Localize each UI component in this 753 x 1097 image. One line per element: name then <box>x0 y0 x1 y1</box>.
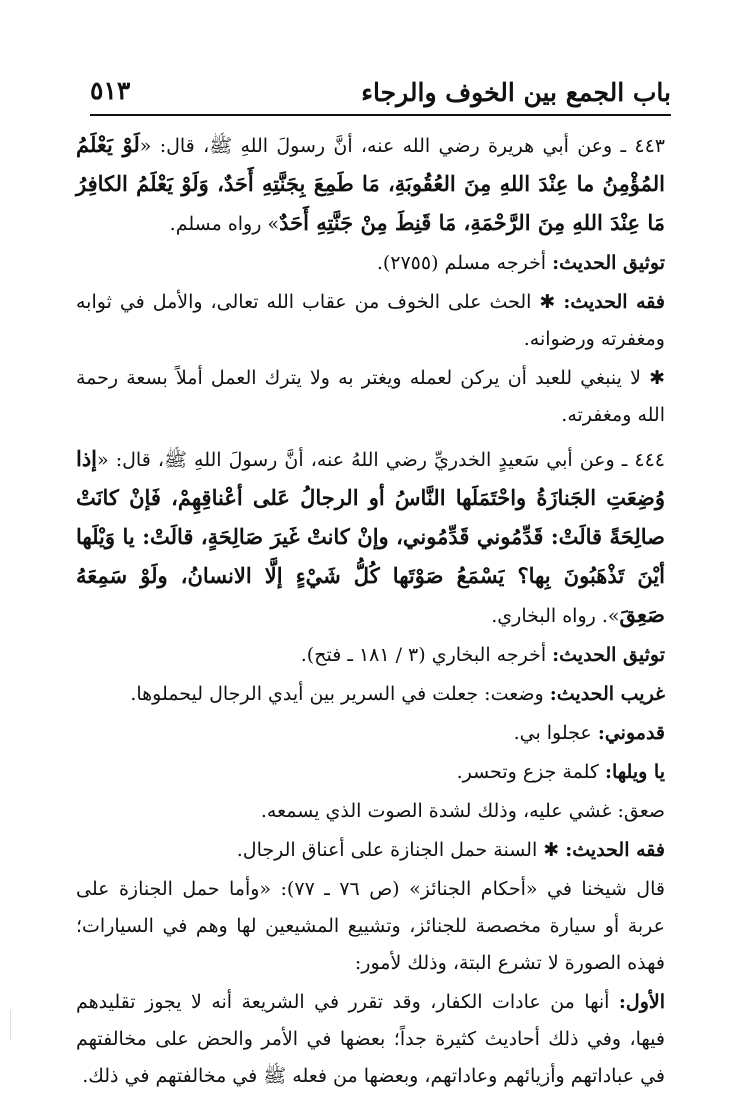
hadith-444-intro: ٤٤٤ ـ وعن أبي سَعيدٍ الخدريِّ رضي اللهُ عنه، أنَّ رسولَ اللهِ ﷺ، قال: « <box>97 449 665 471</box>
tawthiq-label: توثيق الحديث: <box>552 644 665 666</box>
commentary-quote: قال شيخنا في «أحكام الجنائز» (ص ٧٦ ـ ٧٧): «وأما حمل الجنازة على عربة أو سيارة مخصصة للجنائز، وتشييع المشيعين لها وهم في السيارات؛ فهذه الصورة لا تشرع البتة، وذلك لأمور: <box>76 878 665 974</box>
fiqh-label: فقه الحديث: <box>563 291 666 313</box>
hadith-443-text: لَوْ يَعْلَمُ المُؤْمِنُ ما عِنْدَ اللهِ مِنَ العُقُوبَةِ، مَا طَمِعَ بِجَنَّتِهِ أَحَدٌ، وَلَوْ يَعْلَمُ الكافِرُ مَا عِنْدَ اللهِ مِنَ الرَّحْمَةِ، مَا قَنِطَ مِنْ جَنَّتِهِ أَحَدٌ <box>76 132 665 235</box>
hadith-443 <box>76 126 693 243</box>
hadith-443-fiqh <box>76 284 693 358</box>
fiqh-text: ✱ السنة حمل الجنازة على أعناق الرجال. <box>236 839 566 861</box>
definition-term: يا ويلها: <box>604 761 665 783</box>
definition-waylaha <box>76 754 693 791</box>
definition-saiq: صعق: غشي عليه، وذلك لشدة الصوت الذي يسمعه. <box>260 800 665 822</box>
gharib-label: غريب الحديث: <box>549 683 665 705</box>
hadith-444 <box>76 440 693 635</box>
page-number: ٥١٣ <box>90 76 131 105</box>
hadith-443-fiqh-2: ✱ لا ينبغي للعبد أن يركن لعمله ويغتر به ولا يترك العمل أملاً بسعة رحمة الله ومغفرته. <box>76 367 665 426</box>
chapter-title: باب الجمع بين الخوف والرجاء <box>361 78 671 107</box>
gharib-text: وضعت: جعلت في السرير بين أيدي الرجال ليحملوها. <box>130 683 550 705</box>
definition-text: كلمة جزع وتحسر. <box>456 761 605 783</box>
definition-text: عجلوا بي. <box>513 722 598 744</box>
tawthiq-text: أخرجه البخاري (٣ / ١٨١ ـ فتح). <box>300 644 553 666</box>
hadith-443-outro: » رواه مسلم. <box>169 213 280 235</box>
hadith-444-tawthiq <box>76 637 693 674</box>
page-content <box>76 126 693 1097</box>
tawthiq-label: توثيق الحديث: <box>552 252 665 274</box>
hadith-443-tawthiq <box>76 245 693 282</box>
commentary-first-reason <box>76 984 693 1095</box>
first-reason-text: أنها من عادات الكفار، وقد تقرر في الشريعة أنه لا يجوز تقليدهم فيها، وفي ذلك أحاديث كثيرة جداً؛ بعضها في الأمر والحض على مخالفتهم في عباداتهم وأزيائهم وعاداتهم، وبعضها من فعله ﷺ في مخالفتهم في ذلك. <box>76 991 665 1087</box>
page-header <box>90 70 671 116</box>
scan-margin-mark <box>10 1010 11 1040</box>
hadith-444-gharib <box>76 676 693 713</box>
hadith-444-outro: ». رواه البخاري. <box>491 605 620 627</box>
hadith-444-text: إذا وُضِعَتِ الجَنازَةُ واحْتَمَلَها النَّاسُ أو الرجالُ عَلى أعْناقِهِمْ، فَإنْ كانَتْ صالِحَةً قالَتْ: قَدِّمُوني قَدِّمُوني، وإنْ كانتْ غَيرَ صَالِحَةٍ، قالَتْ: يا وَيْلَها أيْنَ تَذْهَبُونَ بِها؟ يَسْمَعُ صَوْتَها كُلُّ شَيْءٍ إلَّا الانسانُ، ولَوْ سَمِعَهُ صَعِقَ <box>76 446 665 627</box>
fiqh-label: فقه الحديث: <box>565 839 665 861</box>
definition-term: قدموني: <box>597 722 665 744</box>
definition-qaddimuni <box>76 715 693 752</box>
first-reason-label: الأول: <box>618 991 665 1013</box>
hadith-443-intro: ٤٤٣ ـ وعن أبي هريرة رضي الله عنه، أنَّ رسولَ اللهِ ﷺ، قال: « <box>139 135 666 157</box>
fiqh-text: ✱ الحث على الخوف من عقاب الله تعالى، والأمل في ثوابه ومغفرته ورضوانه. <box>76 291 665 350</box>
tawthiq-text: أخرجه مسلم (٢٧٥٥). <box>376 252 553 274</box>
hadith-444-fiqh <box>76 832 693 869</box>
